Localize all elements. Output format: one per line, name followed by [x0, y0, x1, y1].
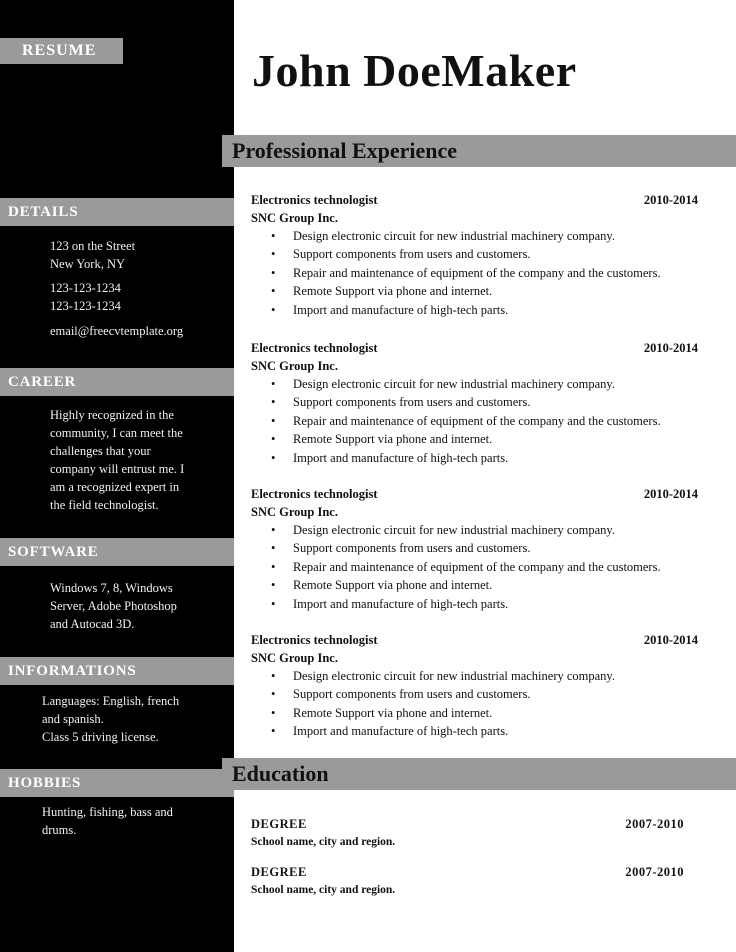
job-bullet: • Remote Support via phone and internet.: [251, 576, 698, 594]
software-line: Server, Adobe Photoshop: [50, 599, 177, 613]
education-entry: [251, 815, 684, 851]
job-company: SNC Group Inc.: [251, 505, 338, 519]
education-school: School name, city and region.: [251, 884, 396, 896]
job-bullets: [251, 375, 698, 467]
job-header: [251, 191, 698, 209]
details-email: email@freecvtemplate.org: [50, 324, 184, 338]
job-title: Electronics technologist: [251, 193, 378, 207]
job-company: SNC Group Inc.: [251, 359, 338, 373]
job-title: Electronics technologist: [251, 341, 378, 355]
education-header: [251, 815, 684, 833]
job-bullet: • Import and manufacture of high-tech parts.: [251, 595, 698, 613]
job-years: 2010-2014: [643, 487, 698, 501]
education-degree: DEGREE: [251, 817, 307, 831]
informations-line: Languages: English, french: [42, 694, 180, 708]
job-bullet: • Design electronic circuit for new industrial machinery company.: [251, 227, 698, 245]
education-years: 2007-2010: [625, 817, 684, 831]
education-years: 2007-2010: [625, 865, 684, 879]
hobbies-line: drums.: [42, 823, 77, 837]
career-line: challenges that your: [50, 444, 151, 458]
software-text: [50, 579, 177, 633]
job-bullet: • Design electronic circuit for new industrial machinery company.: [251, 667, 698, 685]
job-bullets: [251, 521, 698, 613]
job-entry: [251, 485, 698, 613]
job-header: [251, 631, 698, 649]
job-bullet: • Repair and maintenance of equipment of the company and the customers.: [251, 412, 698, 430]
education-header: [251, 863, 684, 881]
job-title: Electronics technologist: [251, 633, 378, 647]
career-line: community, I can meet the: [50, 426, 183, 440]
career-line: am a recognized expert in: [50, 480, 180, 494]
career-heading: CAREER: [0, 368, 234, 396]
job-bullet: • Support components from users and customers.: [251, 393, 698, 411]
job-bullet: • Design electronic circuit for new industrial machinery company.: [251, 375, 698, 393]
job-company: SNC Group Inc.: [251, 651, 338, 665]
job-years: 2010-2014: [643, 193, 698, 207]
job-bullet: • Support components from users and customers.: [251, 539, 698, 557]
job-entry: [251, 631, 698, 741]
career-line: Highly recognized in the: [50, 408, 174, 422]
software-line: and Autocad 3D.: [50, 617, 135, 631]
details-heading: DETAILS: [0, 198, 234, 226]
job-bullet: • Repair and maintenance of equipment of the company and the customers.: [251, 558, 698, 576]
informations-line: and spanish.: [42, 712, 104, 726]
job-bullets: [251, 667, 698, 741]
job-bullet: • Import and manufacture of high-tech parts.: [251, 449, 698, 467]
details-phone-2: 123-123-1234: [50, 299, 121, 313]
career-line: company will entrust me. I: [50, 462, 185, 476]
job-header: [251, 485, 698, 503]
details-street: 123 on the Street: [50, 239, 136, 253]
job-bullet: • Remote Support via phone and internet.: [251, 282, 698, 300]
hobbies-text: [42, 803, 173, 839]
hobbies-heading: HOBBIES: [0, 769, 234, 797]
job-years: 2010-2014: [643, 633, 698, 647]
job-bullet: • Remote Support via phone and internet.: [251, 704, 698, 722]
job-bullet: • Support components from users and customers.: [251, 685, 698, 703]
job-years: 2010-2014: [643, 341, 698, 355]
job-entry: [251, 339, 698, 467]
job-bullet: • Remote Support via phone and internet.: [251, 430, 698, 448]
details-city: New York, NY: [50, 257, 126, 271]
resume-label: RESUME: [0, 38, 123, 64]
job-title: Electronics technologist: [251, 487, 378, 501]
candidate-name: John DoeMaker: [252, 45, 577, 96]
software-line: Windows 7, 8, Windows: [50, 581, 173, 595]
job-company: SNC Group Inc.: [251, 211, 338, 225]
informations-heading: INFORMATIONS: [0, 657, 234, 685]
education-heading: Education: [222, 758, 736, 790]
job-bullet: • Repair and maintenance of equipment of the company and the customers.: [251, 264, 698, 282]
job-bullets: [251, 227, 698, 319]
job-bullet: • Import and manufacture of high-tech parts.: [251, 722, 698, 740]
hobbies-line: Hunting, fishing, bass and: [42, 805, 173, 819]
software-heading: SOFTWARE: [0, 538, 234, 566]
informations-text: [42, 692, 179, 746]
education-school: School name, city and region.: [251, 836, 396, 848]
career-text: [50, 406, 184, 514]
experience-heading: Professional Experience: [222, 135, 736, 167]
education-entry: [251, 863, 684, 899]
informations-line: Class 5 driving license.: [42, 730, 159, 744]
job-bullet: • Support components from users and customers.: [251, 245, 698, 263]
education-degree: DEGREE: [251, 865, 307, 879]
job-header: [251, 339, 698, 357]
job-entry: [251, 191, 698, 319]
details-phone-1: 123-123-1234: [50, 281, 121, 295]
job-bullet: • Design electronic circuit for new industrial machinery company.: [251, 521, 698, 539]
career-line: the field technologist.: [50, 498, 159, 512]
job-bullet: • Import and manufacture of high-tech parts.: [251, 301, 698, 319]
